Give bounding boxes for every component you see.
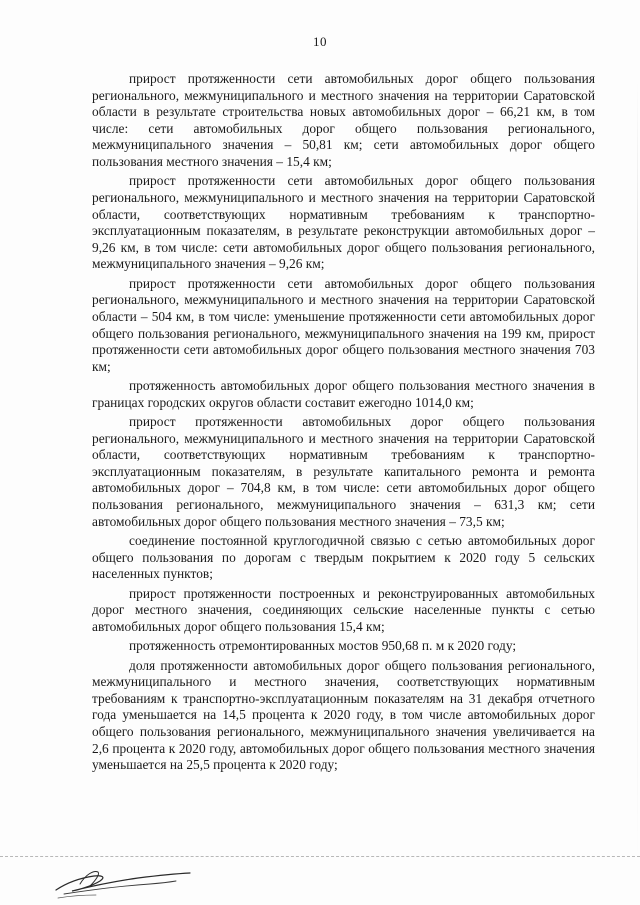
paragraph-network-growth: прирост протяженности сети автомобильных дорог общего пользования регионального, межмуниципального и местного значения на территории Саратовской области – 504 км, в том числе: уменьшение протяженности сети автомобильных дорог общего пользования регионального, межмуниципального значения на 199 км, прирост протяженности сети автомобильных дорог общего пользования местного значения 703 км;	[92, 275, 595, 374]
paragraph-new-roads: прирост протяженности сети автомобильных дорог общего пользования регионального, межмуниципального и местного значения на территории Саратовской области в результате строительства новых автомобильных дорог – 66,21 км, в том числе: сети автомобильных дорог общего пользования регионального, межмуниципального значения – 50,81 км; сети автомобильных дорог общего пользования местного значения – 15,4 км;	[92, 71, 595, 169]
paragraph-rural-connection: соединение постоянной круглогодичной связью с сетью автомобильных дорог общего пользования по дорогам с твердым покрытием к 2020 году 5 сельских населенных пунктов;	[92, 533, 595, 582]
signature-icon	[50, 860, 200, 902]
page-number: 10	[313, 34, 327, 49]
paragraph-local-roads: прирост протяженности построенных и реконструированных автомобильных дорог местного значения, соединяющих сельские населенные пункты с сетью автомобильных дорог общего пользования 15,4 км;	[92, 585, 595, 634]
footer-divider	[0, 856, 640, 857]
paragraph-bridges: протяженность отремонтированных мостов 950,68 п. м к 2020 году;	[129, 638, 517, 654]
paragraph-share: доля протяженности автомобильных дорог общего пользования регионального, межмуниципального и местного значения, соответствующих нормативным требованиям к транспортно-эксплуатационным показателям на 31 декабря отчетного года уменьшается на 14,5 процента к 2020 году, в том числе автомобильных дорог общего пользования регионального, межмуниципального значения увеличивается на 2,6 процента к 2020 году, автомобильных дорог общего пользования местного значения уменьшается на 25,5 процента к 2020 году;	[92, 657, 595, 773]
paragraph-city-roads: протяженность автомобильных дорог общего пользования местного значения в границах городских округов области составит ежегодно 1014,0 км;	[92, 378, 595, 410]
scan-edge-shadow	[637, 80, 638, 860]
paragraph-repair: прирост протяженности автомобильных дорог общего пользования регионального, межмуниципального и местного значения на территории Саратовской области, соответствующих нормативным требованиям к транспортно-эксплуатационным показателям, в результате капитального ремонта и ремонта автомобильных дорог – 704,8 км, в том числе: сети автомобильных дорог общего пользования регионального, межмуниципального значения – 631,3 км; сети автомобильных дорог общего пользования местного значения – 73,5 км;	[92, 414, 595, 529]
paragraph-reconstruction: прирост протяженности сети автомобильных дорог общего пользования регионального, межмуниципального и местного значения на территории Саратовской области, соответствующих нормативным требованиям к транспортно-эксплуатационным показателям, в результате реконструкции автомобильных дорог – 9,26 км, в том числе: сети автомобильных дорог общего пользования регионального, межмуниципального значения – 9,26 км;	[92, 173, 595, 272]
document-body	[92, 71, 595, 777]
